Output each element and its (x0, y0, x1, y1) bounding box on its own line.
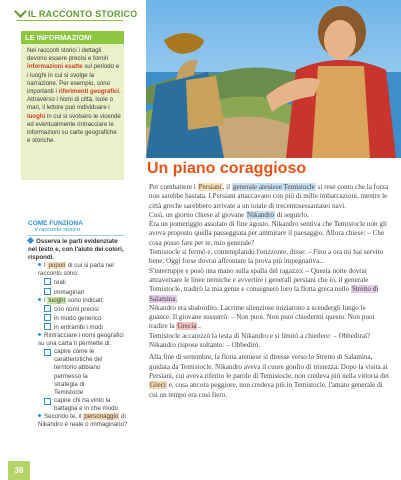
warrior-2-armor (312, 66, 370, 158)
exercise-intro-text: Osserva le parti evidenziate nel testo e, con l'aiuto dei colori, rispondi. (28, 238, 124, 262)
page-number: 36 (8, 461, 30, 480)
question-2 (28, 297, 128, 305)
exercise-intro (28, 238, 128, 262)
info-highlight-3: luoghi (27, 112, 46, 120)
come-funziona-subtitle: il racconto storico (35, 227, 81, 233)
info-box-title: LE INFORMAZIONI (21, 31, 124, 44)
story-text-k: .. (197, 322, 201, 331)
q2-option-label: con nomi precisi (54, 305, 99, 313)
q2-pre: I (44, 296, 48, 304)
checkbox[interactable] (44, 323, 51, 330)
info-box (21, 31, 124, 180)
highlight-persiani: Persiani (198, 183, 222, 191)
highlight-stretto: Stretto di Salamina (149, 285, 379, 303)
q2-option-precise[interactable] (28, 305, 128, 314)
highlight-greci: Greci (150, 381, 166, 390)
section-tag-label: IL RACCONTO STORICO (28, 9, 138, 19)
highlight-nikandro: Nikandro (246, 210, 274, 219)
checkbox[interactable] (44, 349, 51, 356)
story-illustration (146, 0, 401, 158)
section-tag (16, 7, 137, 19)
story-text-c: si rese conto che la forza non sarebbe bastata. I Persiani attaccavano con più di mille imbarcazioni, mentre le città greche sarebbero arrivate a un totale di trecentosessantasei navi. (149, 183, 389, 210)
story-title: Un piano coraggioso (147, 160, 307, 177)
checkbox[interactable] (44, 398, 51, 405)
checkbox[interactable] (44, 314, 51, 321)
illustration-svg (146, 0, 401, 158)
q1-option-label: immaginari (54, 288, 85, 296)
story-paragraph-1 (149, 183, 389, 350)
checkbox[interactable] (44, 288, 51, 295)
q4-post: di Nikandro è reale o immaginario? (38, 412, 128, 429)
info-text-4: in cui si svolsero le vicende ed eventualmente rintracciare le informazioni su carte geografiche e storiche. (27, 112, 121, 145)
q2-post: sono indicati: (65, 296, 104, 304)
info-text-2: sul periodo e i luoghi in cui si svolge la narrazione. Per esempio, sono importanti i (27, 63, 120, 96)
story-text-g: Temistocle si fermò e, contemplando l'orizzonte, disse: – Fino a ora mi hai servito bene. Oggi forse dovrai affrontare la prova più impegnativa... (149, 248, 384, 266)
checkbox[interactable] (44, 305, 51, 312)
story-text-b: , il (222, 183, 232, 191)
warrior-2-face (324, 20, 356, 60)
story-text-h: S'interruppe e posò una mano sulla spalla del ragazzo: – Questa notte dovrai attraversare le linee nemiche e avvertire i generali persiani che io, il generale Temistocle, tradirò la mia gente e consegnerò loro la flotta greca nello (149, 266, 369, 294)
q4-highlight: personaggio (84, 412, 119, 420)
q1-option-label: reali (54, 279, 66, 287)
story-text-e: di seguirlo. (274, 210, 309, 219)
story-text-a: Per combattere i (149, 183, 198, 191)
highlight-grecia: Grecia (177, 322, 197, 331)
q2-option-label: in entrambi i modi (54, 323, 103, 331)
question-3 (28, 332, 128, 348)
question-1 (28, 262, 128, 278)
q2-highlight: luoghi (48, 296, 65, 304)
header-divider (16, 20, 123, 21)
info-text-1: Nei racconti storici i dettagli devono essere precisi e forniri (27, 47, 109, 63)
come-funziona-title: COME FUNZIONA (28, 220, 83, 227)
bullet-icon (38, 333, 41, 336)
story-text-m: Nikandro rispose soltanto: – Obbedirò. (149, 341, 261, 350)
question-4 (28, 413, 128, 429)
come-funziona-exercise (28, 238, 128, 429)
q1-pre: I (44, 262, 48, 270)
info-text-3: . Attraverso i nomi di città, isole o mari, il lettore può individuare i (27, 88, 121, 112)
story-text-f: Era un pomeriggio assolato di fine agosto. Nikandro sentiva che Temistocle non gli aveva proposto quella passeggiata per ammirare il paesaggio. Allora chiese: – Che cosa posso fare per te, mio generale? (149, 220, 387, 247)
come-funziona-divider (28, 235, 124, 236)
checkbox[interactable] (44, 278, 51, 285)
q3-text: Rintracciare i nomi geografici su una carta ti permette di: (38, 332, 124, 348)
info-highlight-1: informazioni esatte (27, 63, 83, 71)
q3-option-label: capire come le caratteristiche del territorio abbiano permesso la strategia di Temistocle (54, 348, 103, 396)
q1-option-imaginary[interactable] (28, 288, 128, 297)
q1-option-real[interactable] (28, 278, 128, 287)
story-paragraph-2 (149, 353, 389, 399)
story-text (149, 183, 389, 403)
q3-option-battle[interactable] (28, 397, 128, 413)
q2-option-label: in modo generico (54, 314, 102, 322)
bullet-icon (38, 263, 41, 266)
bullet-icon (38, 298, 41, 301)
q3-option-label: capire chi ha vinto la battaglia e in che modo (54, 396, 118, 412)
q4-pre: Secondo te, il (44, 412, 84, 420)
info-highlight-2: riferimenti geografici (58, 88, 120, 96)
q2-option-both[interactable] (28, 323, 128, 332)
story-text-j: Nikandro era sbalordito. Lacrime silenziose iniziarono a scendergli lungo le guance. Il giovane sussurrò: – Non puoi. Non puoi chiedermi questo. Non puoi tradire la (149, 303, 375, 331)
q2-option-generic[interactable] (28, 314, 128, 323)
info-box-text (27, 47, 121, 145)
story-text-d: Così, un giorno chiese al giovane (149, 210, 246, 219)
q1-highlight: popoli (48, 262, 65, 270)
story-text-p2a: Alla fine di settembre, la flotta ateniese si diresse verso lo Stretto di Salamina, guidata da Temistocle. Nikandro aveva il cuore gonfio di tristezza. Dopo la visita ai Persiani, cui aveva riferito le parole di Temistocle, non credeva più nella vittoria dei (149, 353, 389, 380)
bullet-icon (38, 414, 41, 417)
q1-post: di cui si parla nel racconto sono: (38, 262, 114, 278)
highlight-generale: generale ateniese Temistocle (232, 183, 315, 191)
story-text-p2b: e, cosa ancora peggiore, non credeva più in Temistocle, l'amato generale di cui un tempo era così fiero. (149, 381, 383, 399)
diamond-icon (27, 237, 34, 244)
story-text-l: Temistocle accarezzò la testa di Nikandro e si limitò a chiedere: – Obbedirai? (149, 331, 371, 340)
story-text-i: . (176, 294, 179, 303)
q3-option-strategy[interactable] (28, 348, 128, 397)
check-icon (14, 5, 27, 18)
